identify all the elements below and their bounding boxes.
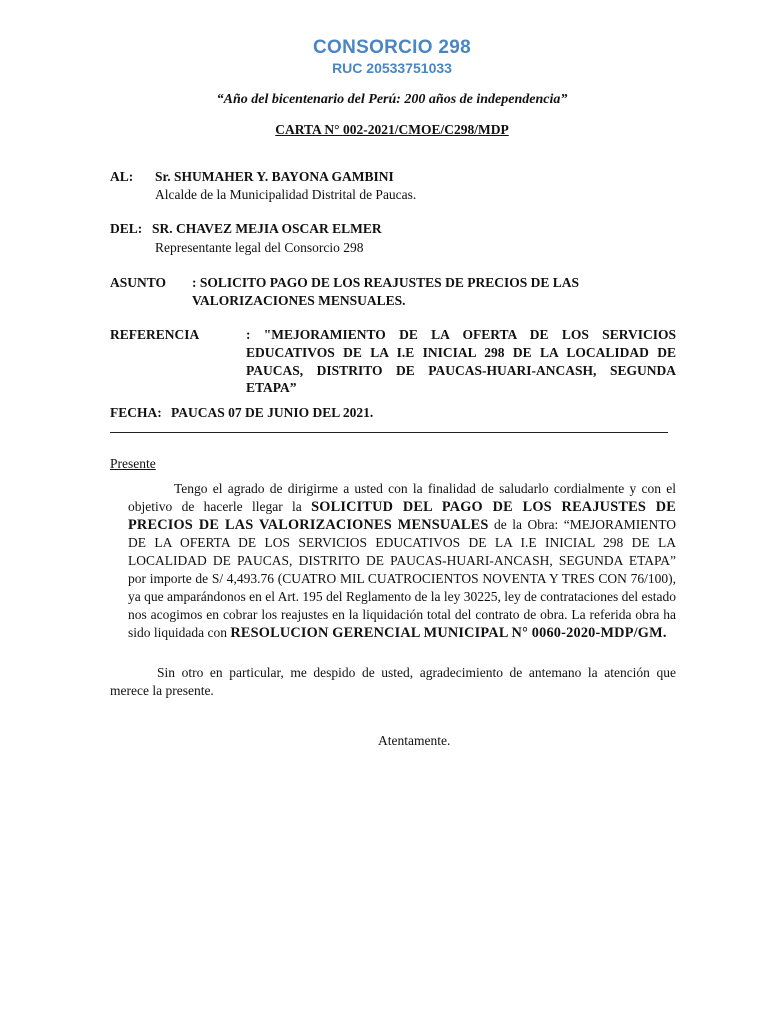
company-ruc: RUC 20533751033 <box>332 60 452 76</box>
subject-line-1: : SOLICITO PAGO DE LOS REAJUSTES DE PRECIOS DE LAS <box>192 275 579 290</box>
date-label: FECHA: <box>110 405 162 420</box>
from-name: SR. CHAVEZ MEJIA OSCAR ELMER <box>152 221 382 236</box>
letter-number: CARTA N° 002-2021/CMOE/C298/MDP <box>275 122 509 137</box>
reference-line-1: : "MEJORAMIENTO DE LA OFERTA DE LOS SERVICIOS <box>246 327 676 342</box>
to-role: Alcalde de la Municipalidad Distrital de Paucas. <box>155 187 417 202</box>
reference-line-2: EDUCATIVOS DE LA I.E INICIAL 298 DE LA LOCALIDAD DE <box>246 345 676 360</box>
from-role: Representante legal del Consorcio 298 <box>155 240 364 255</box>
subject-line-2: VALORIZACIONES MENSUALES. <box>192 293 406 308</box>
separator-line <box>110 432 668 433</box>
year-motto: “Año del bicentenario del Perú: 200 años de independencia” <box>216 92 568 107</box>
p1-bold-request: SOLICITUD DEL PAGO DE LOS REAJUSTES DE PRECIOS DE LAS VALORIZACIONES MENSUALES <box>128 499 676 533</box>
p1-bold-resolution: RESOLUCION GERENCIAL MUNICIPAL N° 0060-2020-MDP/GM. <box>230 625 667 641</box>
body-paragraph-1 <box>128 480 676 642</box>
salutation: Presente <box>110 456 156 471</box>
date-value: PAUCAS 07 DE JUNIO DEL 2021. <box>171 405 374 420</box>
to-name: Sr. SHUMAHER Y. BAYONA GAMBINI <box>155 169 394 184</box>
p1-text-a: Tengo el agrado de dirigirme a usted con la finalidad de saludarlo cordialmente y con el objetivo de hacerle llegar la <box>128 481 676 514</box>
subject-label: ASUNTO <box>110 275 167 290</box>
company-name: CONSORCIO 298 <box>312 37 472 58</box>
p1-text-c: de la Obra: “MEJORAMIENTO DE LA OFERTA DE LOS SERVICIOS EDUCATIVOS DE LA I.E INICIAL 298 DE LA LOCALIDAD DE PAUCAS, DISTRITO DE PAUCAS-HUARI-ANCASH, SEGUNDA ETAPA” por importe de S/ 4,493.76 (CUATRO MIL CUATROCIENTOS NOVENTA Y TRES CON 76/100), ya que amparándonos en el Art. 195 del Reglamento de la ley 30225, ley de contrataciones del estado nos acogimos en cobrar los reajustes en la liquidación total del contrato de obra. La referida obra ha sido liquidada con <box>128 517 677 640</box>
reference-line-3: PAUCAS, DISTRITO DE PAUCAS-HUARI-ANCASH, SEGUNDA <box>246 363 676 378</box>
from-label: DEL: <box>110 221 143 236</box>
reference-line-4: ETAPA” <box>246 380 297 395</box>
to-label: AL: <box>110 169 134 184</box>
closing: Atentamente. <box>378 733 451 748</box>
body-paragraph-2: Sin otro en particular, me despido de usted, agradecimiento de antemano la atención que merece la presente. <box>110 665 676 698</box>
reference-label: REFERENCIA <box>110 327 200 342</box>
